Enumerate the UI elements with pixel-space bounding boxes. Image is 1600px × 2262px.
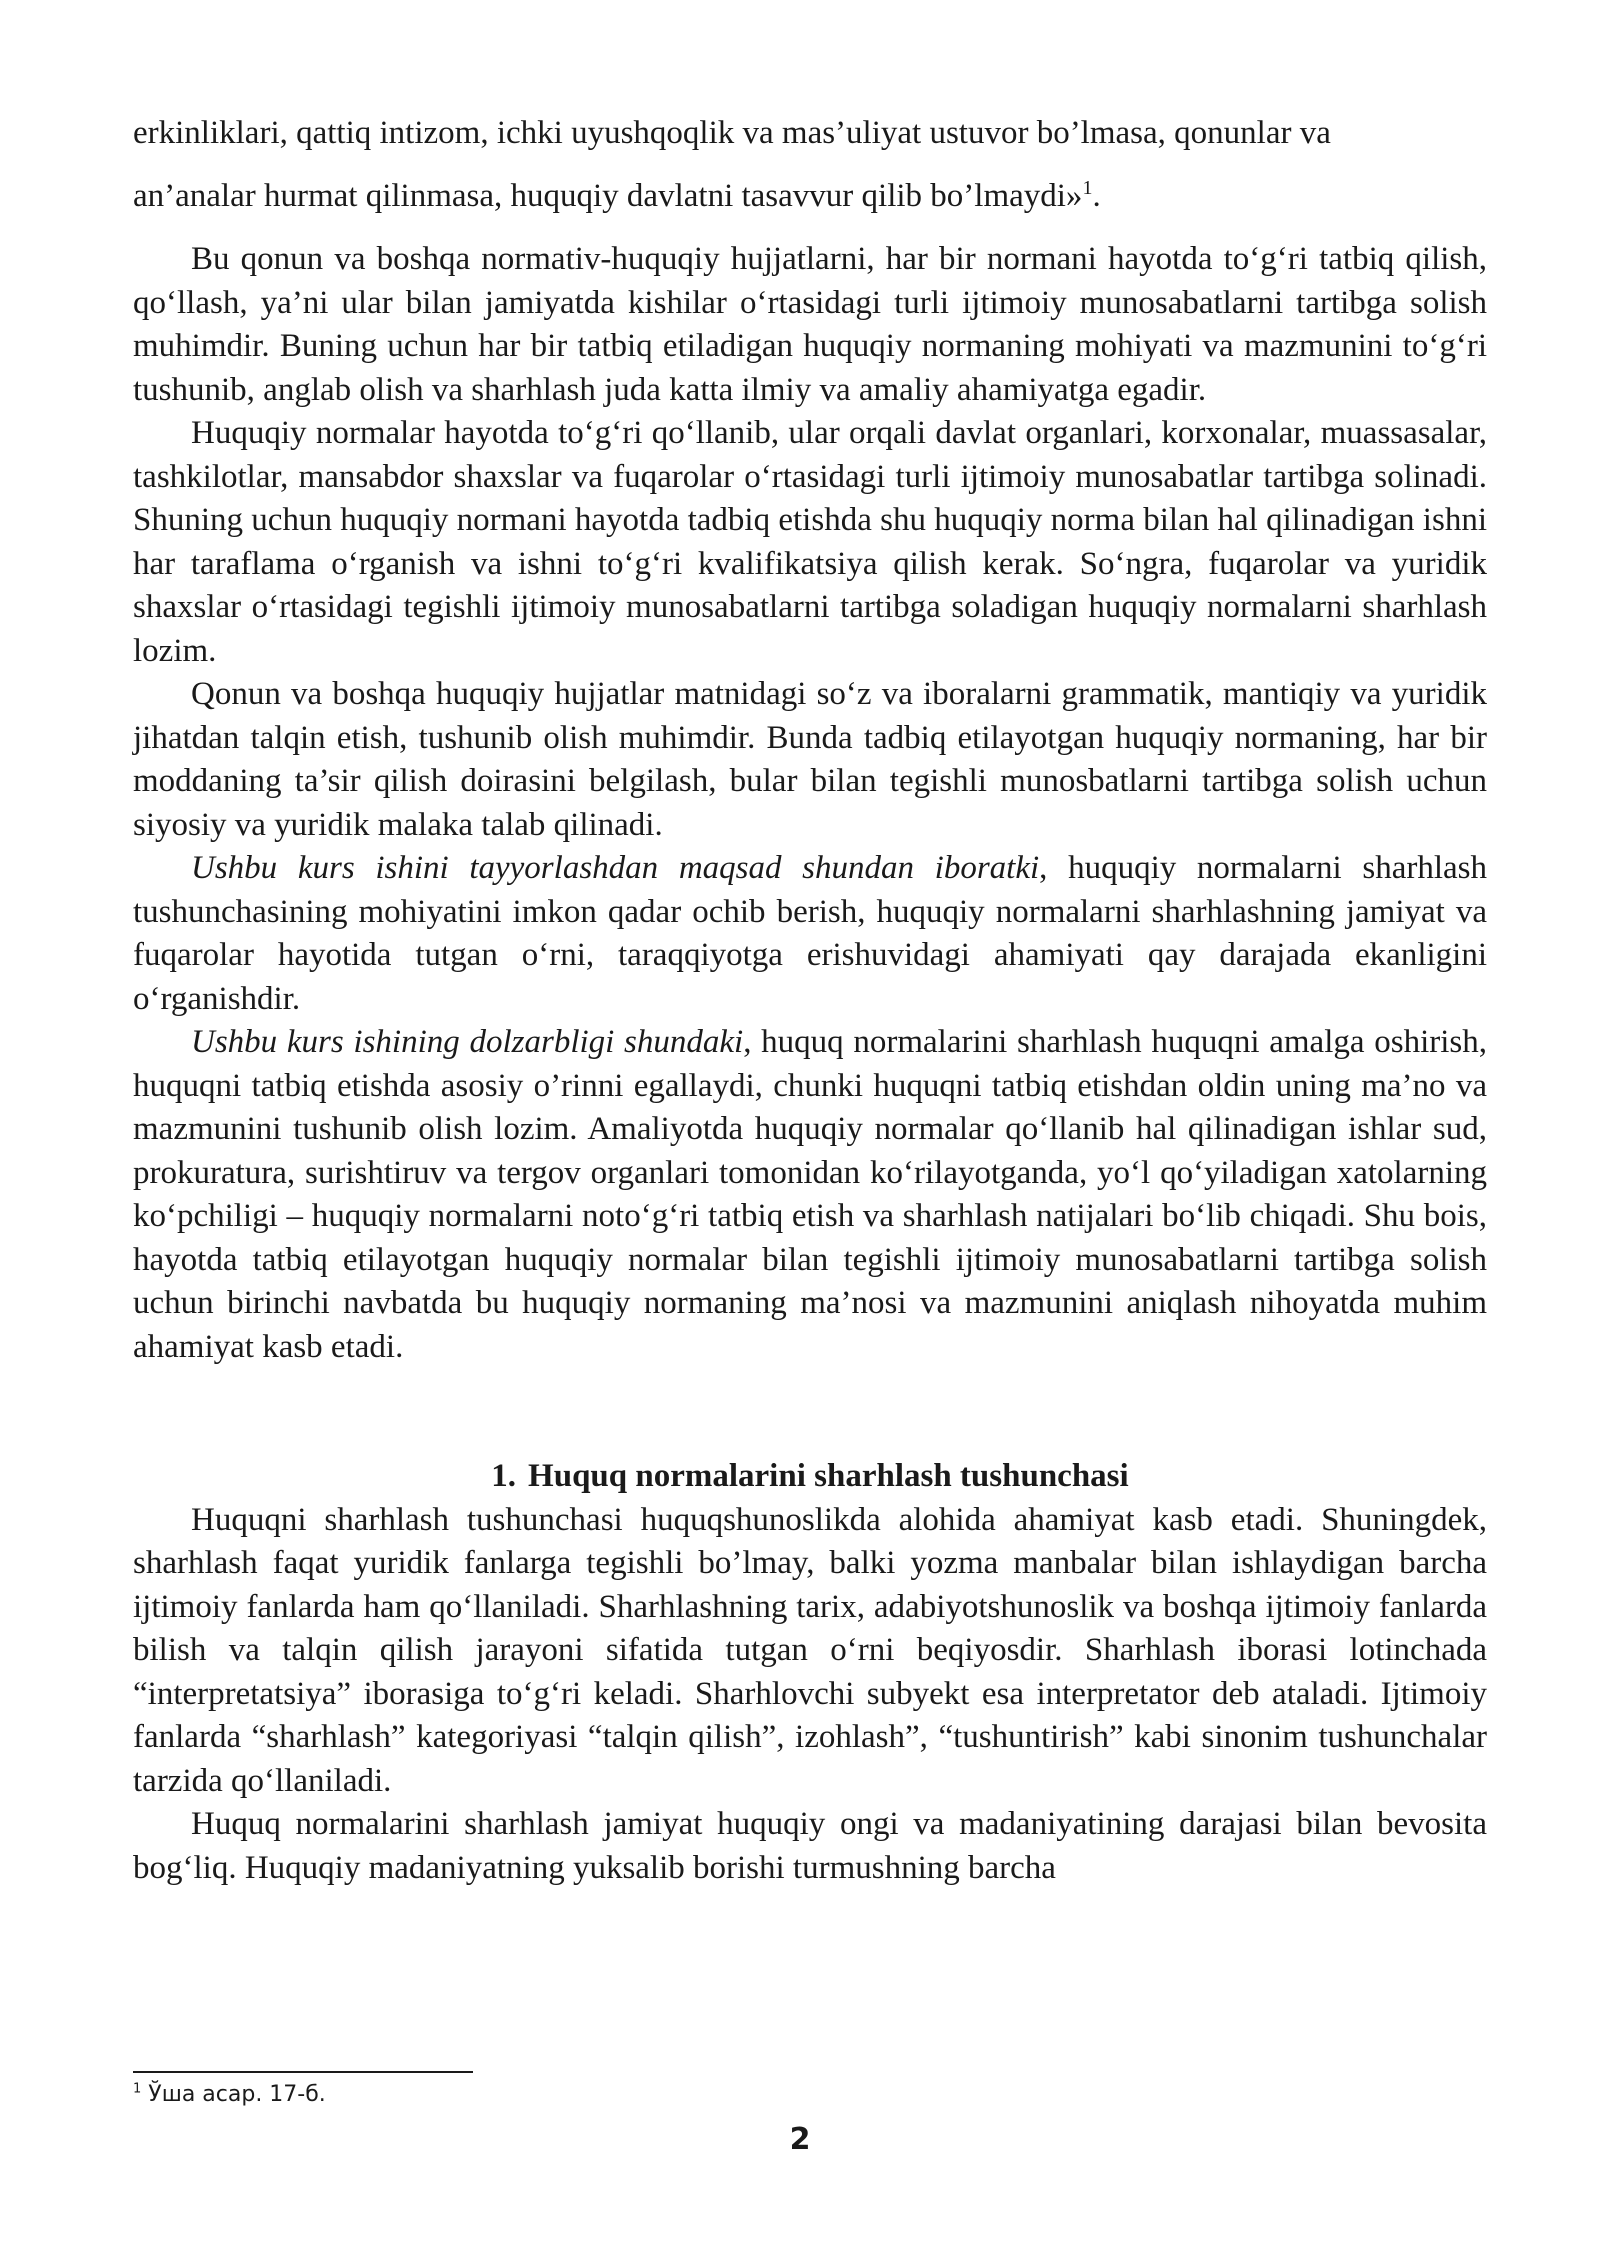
paragraph-4	[133, 847, 1487, 1021]
paragraph-line	[133, 175, 1487, 219]
footnote	[133, 2082, 326, 2107]
footnote-divider	[133, 2071, 473, 2073]
footnote-marker: 1	[133, 2081, 142, 2097]
paragraph-2: Huquqiy normalar hayotda to‘g‘ri qo‘llanib, ular orqali davlat organlari, korxonalar, muassasalar, tashkilotlar, mansabdor shaxslar va fuqarolar o‘rtasidagi turli ijtimoiy munosabatlar tartibga solinadi. Shuning uchun huquqiy normani hayotda tadbiq etishda shu huquqiy norma bilan hal qilinadigan ishni har taraflama o‘rganish va ishni to‘g‘ri kvalifikatsiya qilish kerak. So‘ngra, fuqarolar va yuridik shaxslar o‘rtasidagi tegishli ijtimoiy munosabatlarni tartibga soladigan huquqiy normalarni sharhlash lozim.	[133, 415, 1487, 669]
page-number: 2	[789, 2122, 811, 2157]
footnote-text: Ўша асар. 17-б.	[148, 2082, 326, 2107]
section-title: Huquq normalarini sharhlash tushunchasi	[528, 1458, 1129, 1494]
paragraph-text: , huquqiy normalarni sharhlash tushunchasining mohiyatini imkon qadar ochib berish, huquqiy normalarni sharhlashning jamiyat va fuqarolar hayotida tutgan o‘rni, taraqqiyotga erishuvidagi ahamiyati qay darajada ekanligini o‘rganishdir.	[133, 850, 1487, 1017]
section-paragraph-1: Huquqni sharhlash tushunchasi huquqshunoslikda alohida ahamiyat kasb etadi. Shuningdek, sharhlash faqat yuridik fanlarga tegishli bo’lmay, balki yozma manbalar bilan ishlaydigan barcha ijtimoiy fanlarda ham qo‘llaniladi. Sharhlashning tarix, adabiyotshunoslik va boshqa ijtimoiy fanlarda bilish va talqin qilish jarayoni sifatida tutgan o‘rni beqiyosdir. Sharhlash iborasi lotinchada “interpretatsiya” iborasiga to‘g‘ri keladi. Sharhlovchi subyekt esa interpretator deb ataladi. Ijtimoiy fanlarda “sharhlash” kategoriyasi “talqin qilish”, izohlash”, “tushuntirish” kabi sinonim tushunchalar tarzida qo‘llaniladi.	[133, 1501, 1487, 1799]
paragraph-italic-lead: Ushbu kurs ishining dolzarbligi shundaki	[191, 1024, 744, 1060]
paragraph-1: Bu qonun va boshqa normativ-huquqiy hujjatlarni, har bir normani hayotda to‘g‘ri tatbiq qilish, qo‘llash, ya’ni ular bilan jamiyatda kishilar o‘rtasidagi turli ijtimoiy munosabatlarni tartibga solish muhimdir. Buning uchun har bir tatbiq etiladigan huquqiy normaning mohiyati va mazmunini to‘g‘ri tushunib, anglab olish va sharhlash juda katta ilmiy va amaliy ahamiyatga egadir.	[133, 241, 1487, 408]
section-paragraph-2: Huquq normalarini sharhlash jamiyat huquqiy ongi va madaniyatining darajasi bilan bevosita bog‘liq. Huquqiy madaniyatning yuksalib borishi turmushning barcha	[133, 1806, 1487, 1886]
paragraph-text: , huquq normalarini sharhlash huquqni amalga oshirish, huquqni tatbiq etishda asosiy o’rinni egallaydi, chunki huquqni tatbiq etishdan oldin uning ma’no va mazmunini tushunib olish lozim. Amaliyotda huquqiy normalar qo‘llanib hal qilinadigan ishlar sud, prokuratura, surishtiruv va tergov organlari tomonidan ko‘rilayotganda, yo‘l qo‘yiladigan xatolarning ko‘pchiligi – huquqiy normalarni noto‘g‘ri tatbiq etish va sharhlash natijalari bo‘lib chiqadi. Shu bois, hayotda tatbiq etilayotgan huquqiy normalar bilan tegishli ijtimoiy munosabatlarni tartibga solish uchun birinchi navbatda bu huquqiy normaning ma’nosi va mazmunini aniqlash nihoyatda muhim ahamiyat kasb etadi.	[133, 1024, 1487, 1365]
paragraph-italic-lead: Ushbu kurs ishini tayyorlashdan maqsad shundan iboratki	[191, 850, 1040, 886]
section-heading	[133, 1455, 1487, 1499]
paragraph-line: erkinliklari, qattiq intizom, ichki uyushqoqlik va mas’uliyat ustuvor bo’lmasa, qonunlar va	[133, 115, 1331, 151]
paragraph-5	[133, 1021, 1487, 1369]
paragraph-continued	[133, 112, 1487, 218]
paragraph-end: .	[1092, 177, 1101, 214]
paragraph-text: an’analar hurmat qilinmasa, huquqiy davlatni tasavvur qilib bo’lmaydi»	[133, 177, 1083, 214]
paragraph-3: Qonun va boshqa huquqiy hujjatlar matnidagi so‘z va iboralarni grammatik, mantiqiy va yuridik jihatdan talqin etish, tushunib olish muhimdir. Bunda tadbiq etilayotgan huquqiy normaning, har bir moddaning ta’sir qilish doirasini belgilash, bular bilan tegishli munosbatlarni tartibga solish uchun siyosiy va yuridik malaka talab qilinadi.	[133, 676, 1487, 843]
footnote-reference[interactable]: 1	[1082, 176, 1093, 199]
document-body	[133, 112, 1487, 1890]
section-number: 1.	[491, 1458, 517, 1494]
